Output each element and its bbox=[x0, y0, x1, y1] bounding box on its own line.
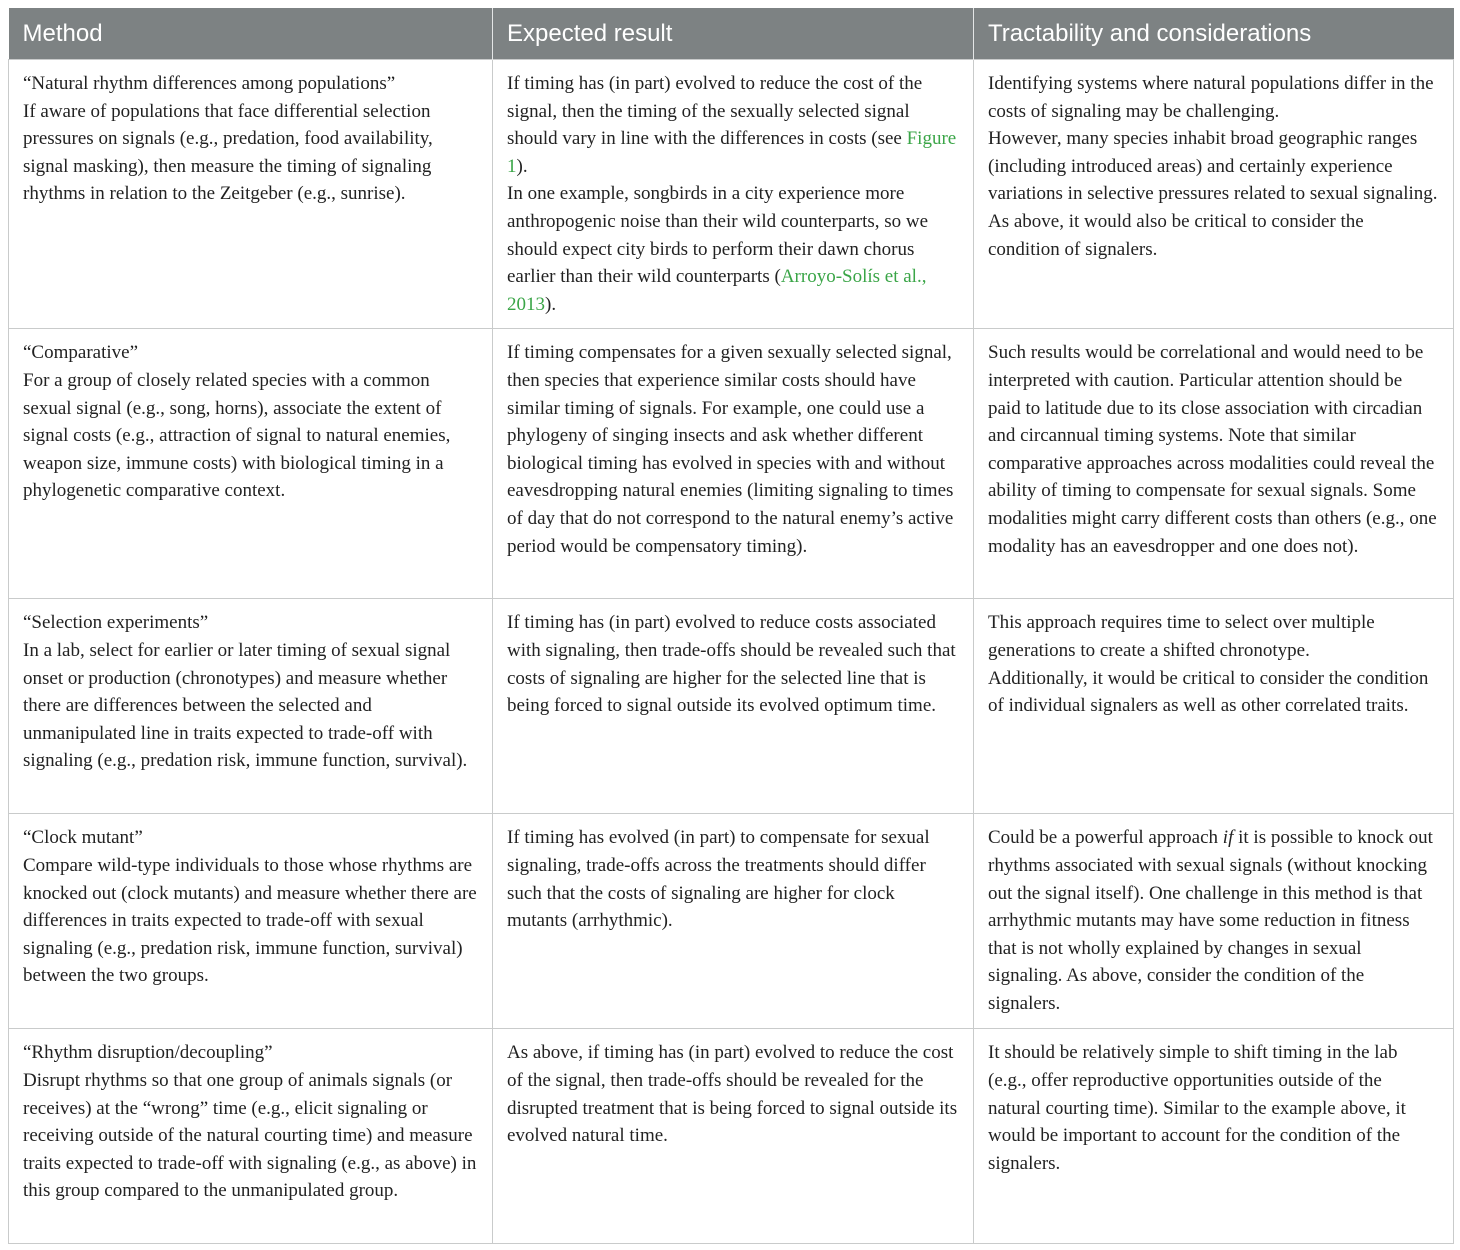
method-title: “Comparative” bbox=[23, 342, 139, 364]
tractability-text: Identifying systems where natural populations differ in the costs of signaling may be challenging. bbox=[988, 73, 1434, 122]
table-row bbox=[9, 599, 1454, 814]
expected-cell bbox=[493, 329, 974, 599]
method-title: “Natural rhythm differences among populations” bbox=[23, 73, 396, 94]
methods-table-container bbox=[8, 8, 1453, 1244]
tractability-cell bbox=[974, 1029, 1454, 1244]
tractability-text: Such results would be correlational and would need to be interpreted with caution. Particular attention should be paid to latitude due to its close association with circadian and circannual timing systems. Note that similar comparative approaches across modalities could reveal the ability of timing to compensate for sexual signals. Some modalities might carry different costs than others (e.g., one modality has an eavesdropper and one does not). bbox=[988, 342, 1437, 557]
method-description: In a lab, select for earlier or later timing of sexual signal onset or production (chronotypes) and measure whether there are differences between the selected and unmanipulated line in traits expected to trade-off with signaling (e.g., predation risk, immune function, survival). bbox=[23, 639, 468, 772]
method-cell bbox=[9, 329, 493, 599]
tractability-text: It should be relatively simple to shift timing in the lab (e.g., offer reproductive opportunities outside of the natural courting time). Similar to the example above, it would be important to account for the condition of the signalers. bbox=[988, 1042, 1406, 1174]
expected-text: As above, if timing has (in part) evolved to reduce the cost of the signal, then trade-offs should be revealed for the disrupted treatment that is being forced to signal outside its evolved natural time. bbox=[507, 1042, 958, 1147]
table-row bbox=[9, 1029, 1454, 1244]
method-title: “Clock mutant” bbox=[23, 827, 143, 849]
expected-paragraph bbox=[507, 180, 959, 318]
table-row bbox=[9, 814, 1454, 1029]
header-method: Method bbox=[9, 8, 493, 60]
tractability-paragraph bbox=[988, 824, 1439, 1017]
method-description: For a group of closely related species with a common sexual signal (e.g., song, horns), associate the extent of signal costs (e.g., attraction of signal to natural enemies, weapon size, immune costs) with biological timing in a phylogenetic comparative context. bbox=[23, 369, 451, 502]
method-description: Compare wild-type individuals to those whose rhythms are knocked out (clock mutants) and measure whether there are differences in traits expected to trade-off with sexual signaling (e.g., predation risk, immune function, survival) between the two groups. bbox=[23, 854, 477, 987]
expected-text: ). bbox=[516, 155, 528, 177]
table-header-row bbox=[9, 8, 1454, 60]
expected-cell bbox=[493, 1029, 974, 1244]
expected-cell bbox=[493, 599, 974, 814]
method-cell bbox=[9, 599, 493, 814]
method-cell bbox=[9, 814, 493, 1029]
method-title: “Selection experiments” bbox=[23, 612, 209, 634]
expected-text: In one example, songbirds in a city experience more anthropogenic noise than their wild counterparts, so we should expect city birds to perform their dawn chorus earlier than their wild counterparts ( bbox=[507, 183, 929, 288]
methods-table bbox=[8, 8, 1454, 1244]
tractability-cell bbox=[974, 599, 1454, 814]
arroyo-solis-citation-link[interactable]: Arroyo-Solís et al., 2013 bbox=[507, 266, 927, 315]
expected-text: If timing has evolved (in part) to compensate for sexual signaling, trade-offs across the treatments should differ such that the costs of signaling are higher for clock mutants (arrhythmic). bbox=[507, 827, 930, 932]
expected-text: If timing has (in part) evolved to reduce the cost of the signal, then the timing of the sexually selected signal should vary in line with the differences in costs (see bbox=[507, 73, 923, 150]
tractability-text: it is possible to knock out rhythms associated with sexual signals (without knocking out the signal itself). One challenge in this method is that arrhythmic mutants may have some reduction in fitness that is not wholly explained by changes in sexual signaling. As above, consider the condition of the signalers. bbox=[988, 827, 1433, 1014]
expected-text: If timing compensates for a given sexually selected signal, then species that experience similar costs should have similar timing of signals. For example, one could use a phylogeny of singing insects and ask whether different biological timing has evolved in species with and without eavesdropping natural enemies (limiting signaling to times of day that do not correspond to the natural enemy’s active period would be compensatory timing). bbox=[507, 342, 954, 557]
tractability-cell bbox=[974, 814, 1454, 1029]
method-description: If aware of populations that face differential selection pressures on signals (e.g., predation, food availability, signal masking), then measure the timing of signaling rhythms in relation to the Zeitgeber (e.g., sunrise). bbox=[23, 100, 433, 205]
method-cell bbox=[9, 60, 493, 329]
tractability-italic: if bbox=[1222, 827, 1234, 849]
table-row bbox=[9, 329, 1454, 599]
expected-cell bbox=[493, 814, 974, 1029]
tractability-text: However, many species inhabit broad geographic ranges (including introduced areas) and certainly experience variations in selective pressures related to sexual signaling. As above, it would also be critical to consider the condition of signalers. bbox=[988, 128, 1438, 260]
table-row bbox=[9, 60, 1454, 329]
expected-paragraph bbox=[507, 70, 959, 180]
tractability-cell bbox=[974, 60, 1454, 329]
tractability-text: Additionally, it would be critical to consider the condition of individual signalers as well as other correlated traits. bbox=[988, 667, 1429, 717]
expected-text: ). bbox=[545, 293, 557, 315]
method-cell bbox=[9, 1029, 493, 1244]
tractability-text: This approach requires time to select over multiple generations to create a shifted chronotype. bbox=[988, 612, 1375, 661]
tractability-text: Could be a powerful approach bbox=[988, 827, 1223, 849]
expected-cell bbox=[493, 60, 974, 329]
header-tractability: Tractability and considerations bbox=[974, 8, 1454, 60]
method-title: “Rhythm disruption/decoupling” bbox=[23, 1042, 273, 1064]
tractability-cell bbox=[974, 329, 1454, 599]
expected-text: If timing has (in part) evolved to reduce costs associated with signaling, then trade-offs should be revealed such that costs of signaling are higher for the selected line that is being forced to signal outside its evolved optimum time. bbox=[507, 612, 956, 717]
figure-1-link[interactable]: Figure 1 bbox=[507, 128, 957, 177]
header-expected-result: Expected result bbox=[493, 8, 974, 60]
method-description: Disrupt rhythms so that one group of animals signals (or receives) at the “wrong” time (e.g., elicit signaling or receiving outside of the natural courting time) and measure traits expected to trade-off with signaling (e.g., as above) in this group compared to the unmanipulated group. bbox=[23, 1069, 477, 1202]
